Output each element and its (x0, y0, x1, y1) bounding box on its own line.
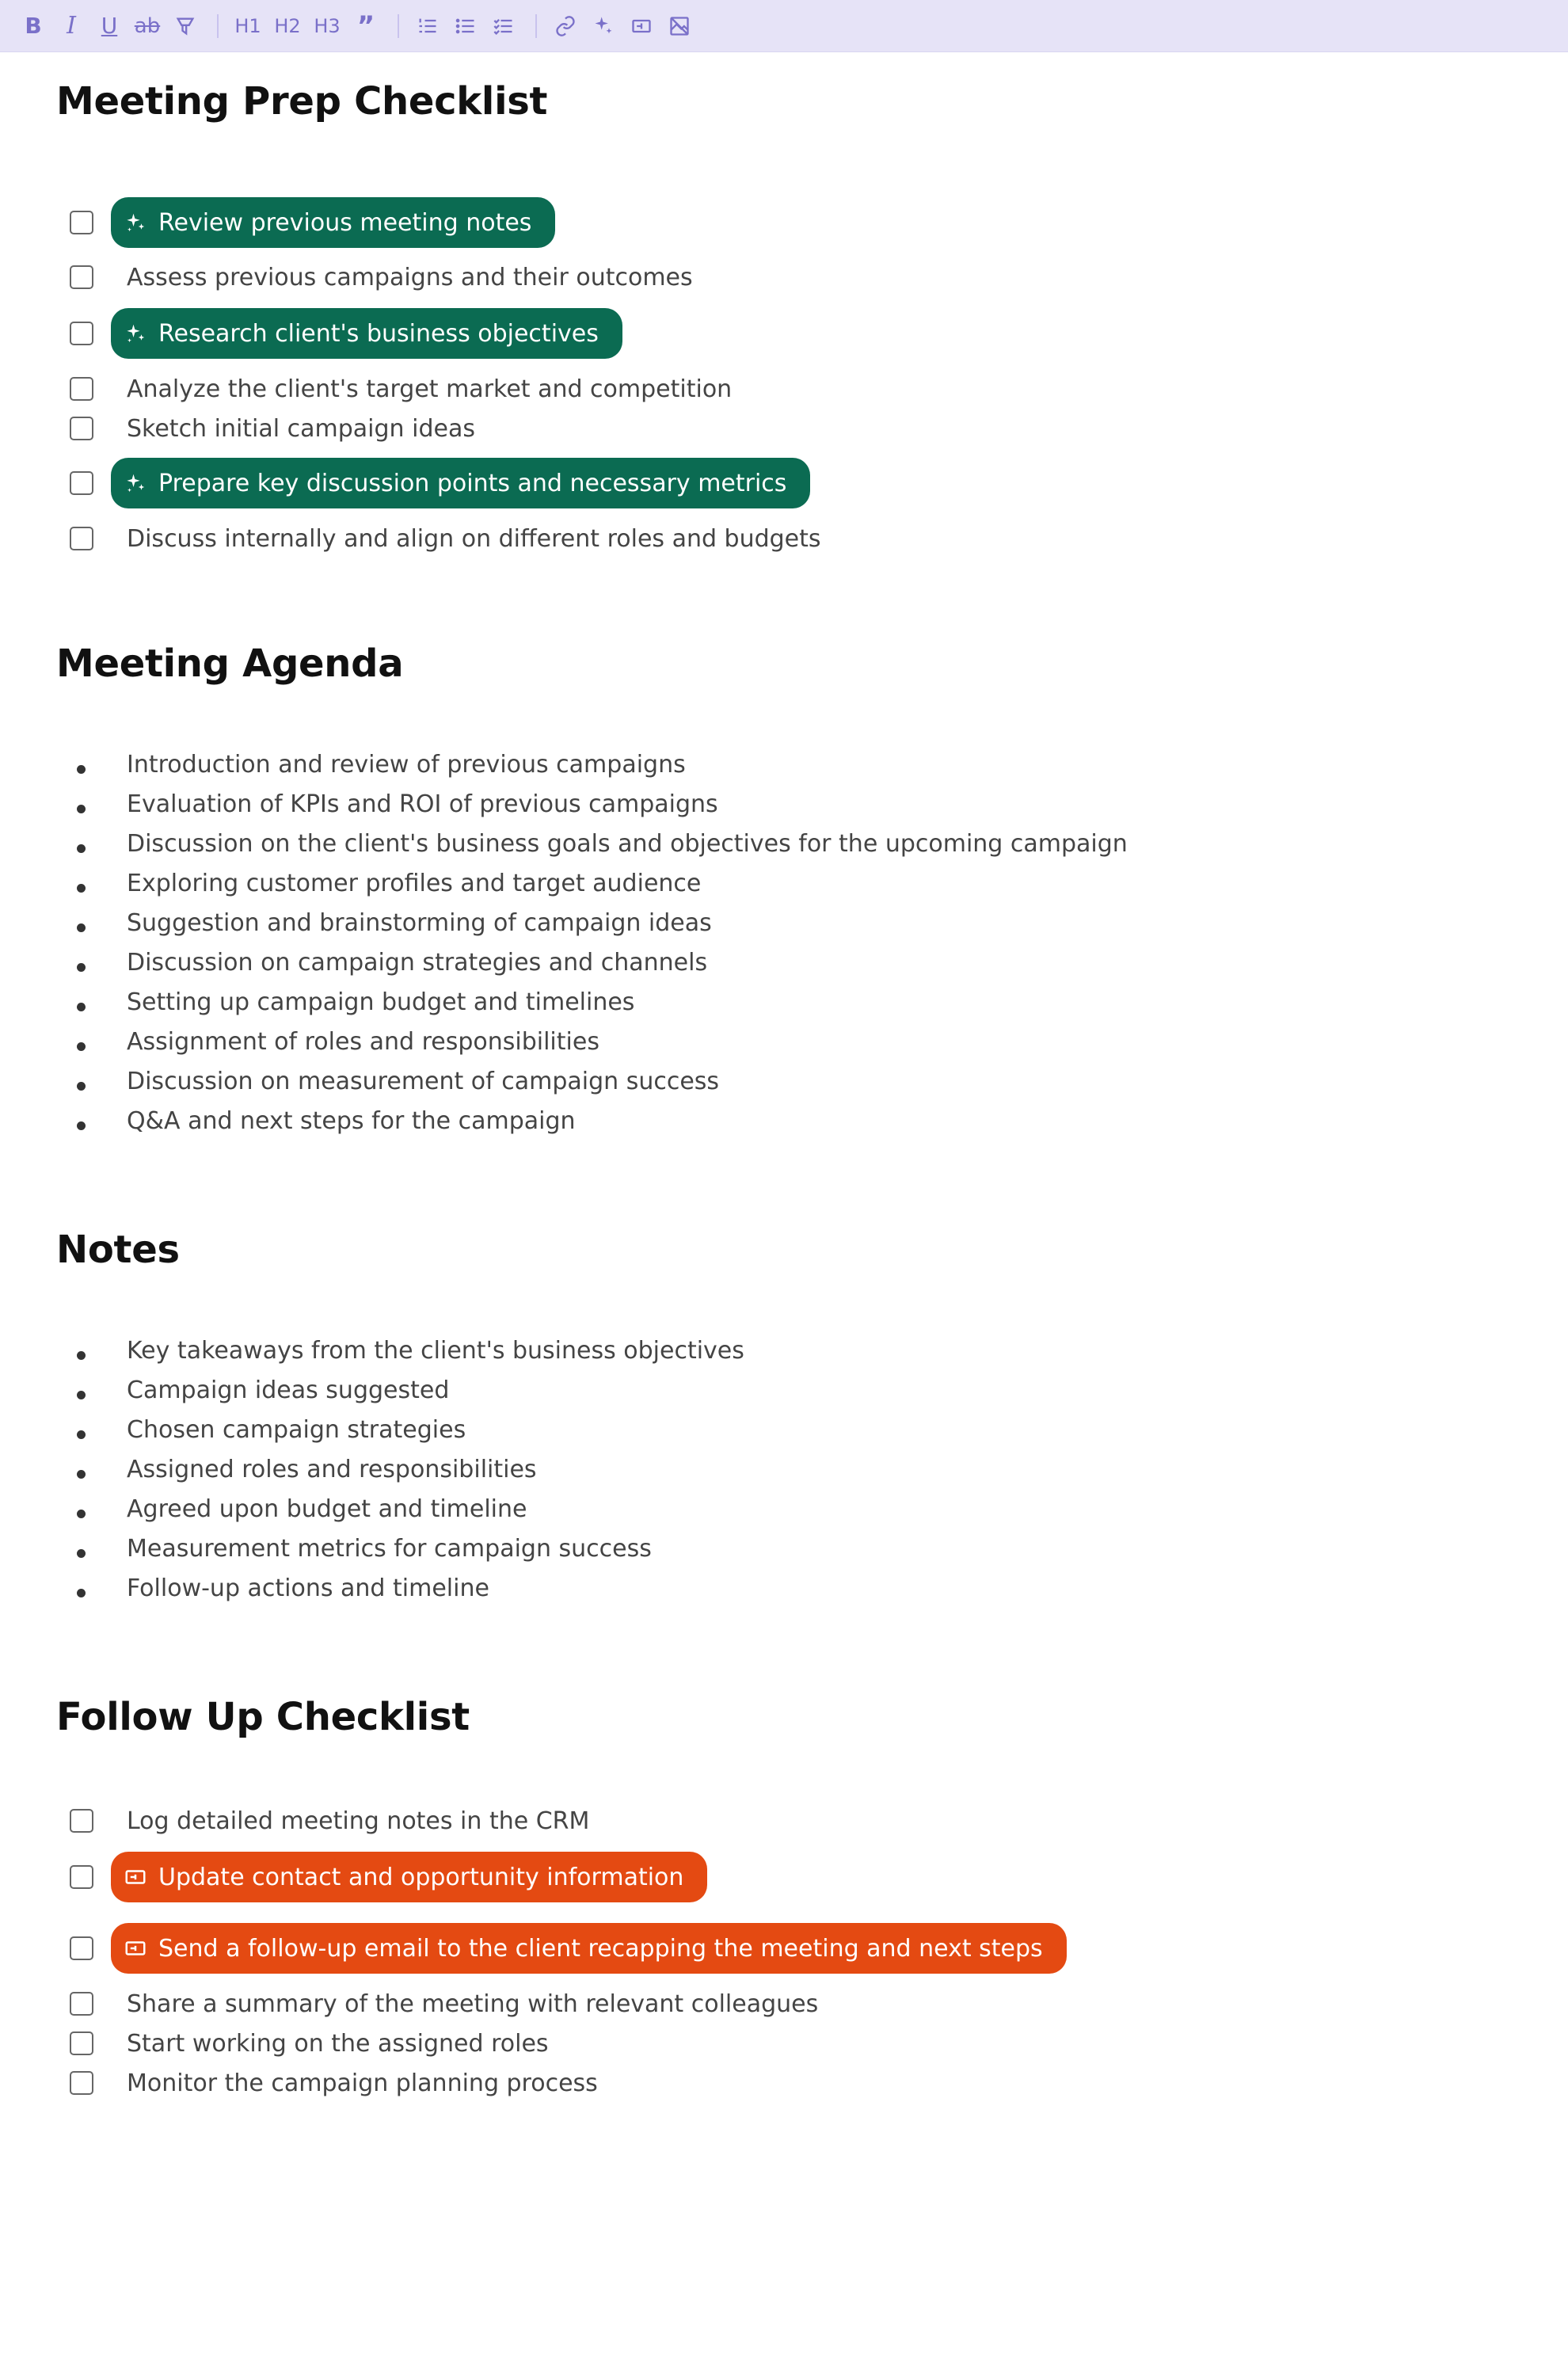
pill-label: Review previous meeting notes (158, 208, 532, 237)
bullet (77, 844, 86, 853)
checklist-item (70, 1857, 684, 1897)
checklist-item (70, 1801, 590, 1841)
item-text: Assess previous campaigns and their outcomes (127, 263, 693, 291)
pill-label: Send a follow-up email to the client recapping the meeting and next steps (158, 1934, 1043, 1963)
checkbox[interactable] (70, 322, 93, 345)
highlighter-button[interactable] (168, 10, 203, 42)
checklist-item (70, 203, 532, 242)
list-item: Discussion on campaign strategies and channels (127, 949, 708, 977)
toolbar-separator (398, 14, 399, 38)
strikethrough-button[interactable] (130, 10, 165, 42)
sparkle-icon (592, 15, 615, 37)
checkbox[interactable] (70, 2031, 93, 2055)
checkbox[interactable] (70, 265, 93, 289)
bullet (77, 1549, 86, 1558)
heading-1-button[interactable] (230, 10, 266, 42)
list-item: Setting up campaign budget and timelines (127, 988, 635, 1016)
heading-2-button[interactable] (269, 10, 306, 42)
list-item: Assigned roles and responsibilities (127, 1456, 537, 1483)
list-item: Agreed upon budget and timeline (127, 1495, 527, 1523)
bullet (77, 1082, 86, 1091)
ai-task-pill[interactable] (111, 308, 622, 359)
checklist-item (70, 314, 599, 353)
prep-checklist-title: Meeting Prep Checklist (56, 79, 548, 124)
item-text: Share a summary of the meeting with relevant colleagues (127, 1990, 819, 2018)
checklist-item (70, 1984, 819, 2024)
checkbox[interactable] (70, 1809, 93, 1833)
checkbox[interactable] (70, 211, 93, 234)
checklist-item (70, 1929, 1043, 1968)
list-item: Exploring customer profiles and target audience (127, 870, 702, 897)
card-icon (124, 1865, 147, 1889)
checklist-item (70, 369, 733, 409)
item-text: Discuss internally and align on different roles and budgets (127, 524, 821, 553)
item-text: Sketch initial campaign ideas (127, 414, 475, 443)
checkbox[interactable] (70, 1992, 93, 2016)
h2-label: H2 (274, 14, 301, 37)
checkbox[interactable] (70, 1865, 93, 1889)
sparkle-icon (124, 471, 147, 495)
bullet (77, 1510, 86, 1518)
underline-label: U (101, 13, 118, 39)
list-item: Evaluation of KPIs and ROI of previous campaigns (127, 790, 718, 818)
image-icon (668, 15, 691, 37)
list-item: Q&A and next steps for the campaign (127, 1107, 576, 1135)
link-icon (554, 15, 577, 37)
ai-sparkle-button[interactable] (586, 10, 621, 42)
ai-task-pill[interactable] (111, 197, 555, 248)
task-card-pill[interactable] (111, 1852, 707, 1902)
bullet (77, 805, 86, 813)
numbered-list-icon (417, 15, 439, 37)
list-item: Introduction and review of previous campaigns (127, 751, 686, 779)
checklist-item (70, 519, 821, 558)
list-item: Chosen campaign strategies (127, 1416, 466, 1444)
bullet (77, 1121, 86, 1130)
card-icon (630, 15, 653, 37)
checkbox[interactable] (70, 417, 93, 440)
bullet (77, 1042, 86, 1051)
quote-button[interactable] (348, 10, 383, 42)
list-item: Suggestion and brainstorming of campaign ideas (127, 909, 712, 937)
bold-button[interactable] (16, 10, 51, 42)
h3-label: H3 (314, 14, 341, 37)
checkbox[interactable] (70, 1936, 93, 1960)
notes-title: Notes (56, 1228, 180, 1272)
pill-label: Update contact and opportunity information (158, 1863, 684, 1891)
checklist-item (70, 409, 475, 448)
italic-button[interactable] (54, 10, 89, 42)
underline-button[interactable] (92, 10, 127, 42)
list-item: Discussion on measurement of campaign success (127, 1068, 720, 1095)
bullet (77, 963, 86, 972)
checkbox[interactable] (70, 2071, 93, 2095)
bold-label: B (25, 13, 42, 39)
sparkle-icon (124, 322, 147, 345)
checklist-item (70, 2063, 598, 2103)
checklist-item (70, 2024, 549, 2063)
agenda-title: Meeting Agenda (56, 642, 404, 686)
checklist-icon (493, 15, 515, 37)
bullet (77, 1470, 86, 1479)
bullet (77, 1430, 86, 1439)
item-text: Analyze the client's target market and competition (127, 375, 733, 403)
item-text: Monitor the campaign planning process (127, 2069, 598, 2097)
card-icon (124, 1936, 147, 1960)
sparkle-icon (124, 211, 147, 234)
list-item: Follow-up actions and timeline (127, 1574, 489, 1602)
formatting-toolbar (0, 0, 1568, 52)
bullet (77, 1003, 86, 1011)
h1-label: H1 (234, 14, 261, 37)
checklist-item (70, 463, 787, 503)
pill-label: Prepare key discussion points and necessary metrics (158, 469, 787, 497)
item-text: Log detailed meeting notes in the CRM (127, 1807, 590, 1835)
bullet (77, 1351, 86, 1360)
bullet (77, 884, 86, 893)
checkbox[interactable] (70, 471, 93, 495)
image-button[interactable] (662, 10, 697, 42)
card-button[interactable] (624, 10, 659, 42)
task-card-pill[interactable] (111, 1923, 1067, 1974)
checklist-button[interactable] (486, 10, 521, 42)
checkbox[interactable] (70, 377, 93, 401)
followup-checklist-title: Follow Up Checklist (56, 1695, 470, 1739)
bullet-list-button[interactable] (448, 10, 483, 42)
heading-3-button[interactable] (309, 10, 345, 42)
italic-label: I (67, 12, 76, 40)
bullet-list-icon (455, 15, 477, 37)
toolbar-separator (217, 14, 219, 38)
bullet (77, 1589, 86, 1597)
highlighter-icon (174, 15, 196, 37)
list-item: Discussion on the client's business goals and objectives for the upcoming campaign (127, 830, 1128, 858)
link-button[interactable] (548, 10, 583, 42)
pill-label: Research client's business objectives (158, 319, 599, 348)
numbered-list-button[interactable] (410, 10, 445, 42)
list-item: Measurement metrics for campaign success (127, 1535, 652, 1563)
checklist-item (70, 257, 693, 297)
list-item: Assignment of roles and responsibilities (127, 1028, 599, 1056)
bullet (77, 923, 86, 932)
list-item: Campaign ideas suggested (127, 1376, 450, 1404)
ai-task-pill[interactable] (111, 458, 810, 508)
bullet (77, 765, 86, 774)
item-text: Start working on the assigned roles (127, 2029, 549, 2058)
list-item: Key takeaways from the client's business objectives (127, 1337, 744, 1365)
strikethrough-label: ab (134, 13, 161, 38)
quote-label: ” (356, 10, 375, 42)
toolbar-separator (535, 14, 537, 38)
bullet (77, 1391, 86, 1399)
checkbox[interactable] (70, 527, 93, 550)
